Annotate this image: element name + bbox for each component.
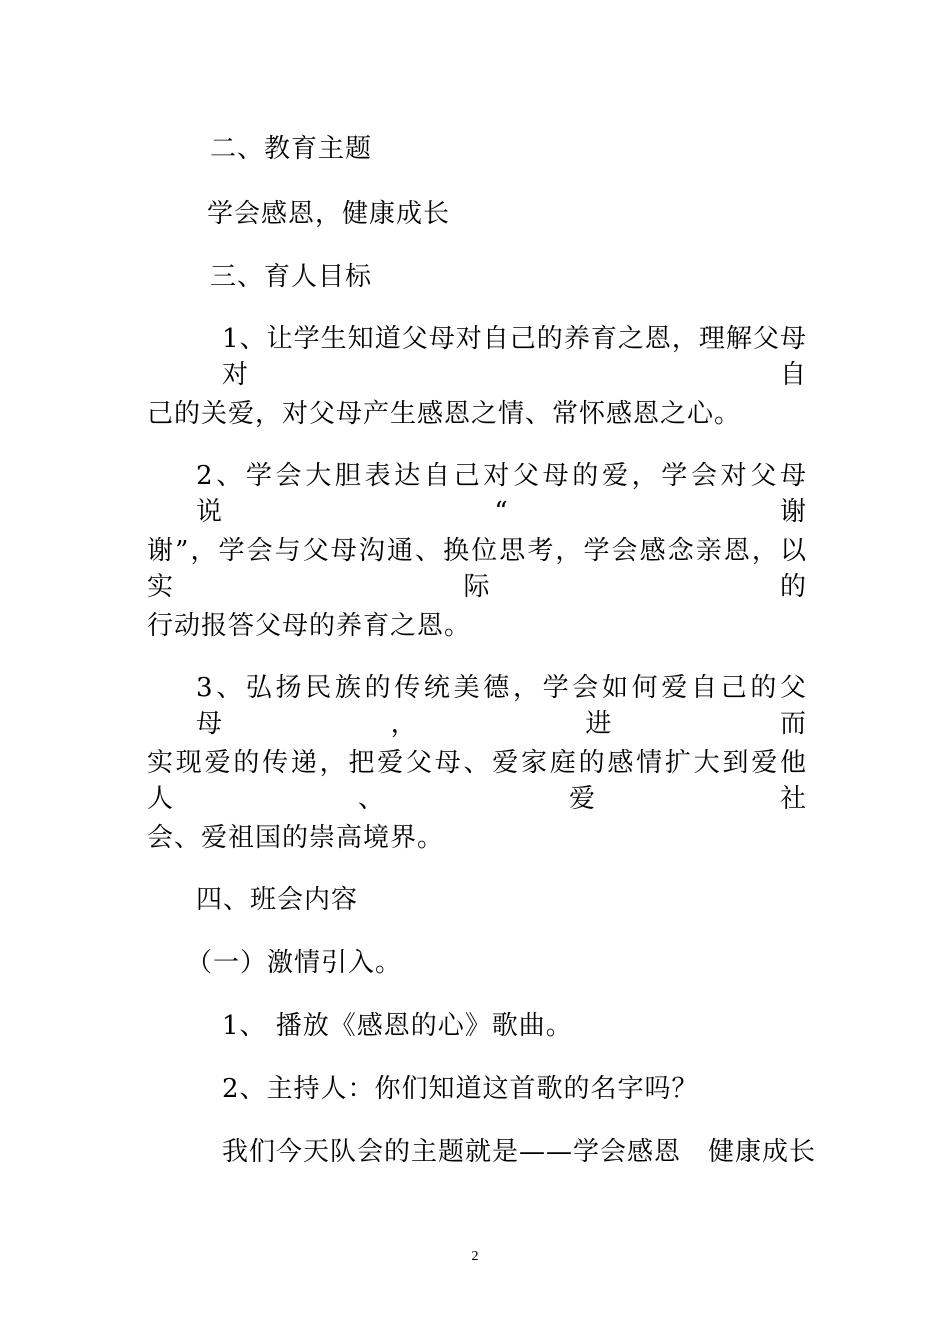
goal-1-line-2: 己的关爱，对父母产生感恩之情、常怀感恩之心。: [147, 399, 742, 429]
goal-3-line-2: 实现爱的传递，把爱父母、爱家庭的感情扩大到爱他人、爱社: [147, 748, 807, 814]
section-passionate-intro: （一）激情引入。: [186, 948, 403, 978]
goal-3-line-1: 3、弘扬民族的传统美德，学会如何爱自己的父母，进而: [196, 673, 807, 739]
education-theme-text: 学会感恩，健康成长: [207, 199, 451, 229]
heading-education-goals: 三、育人目标: [210, 262, 373, 292]
heading-education-theme: 二、教育主题: [210, 134, 373, 164]
heading-class-content: 四、班会内容: [196, 885, 359, 915]
goal-2-line-2: 谢”，学会与父母沟通、换位思考，学会感念亲恩，以实际的: [147, 536, 807, 602]
goal-1-line-1: 1、让学生知道父母对自己的养育之恩，理解父母对自: [222, 324, 807, 390]
meeting-theme-statement: 我们今天队会的主题就是——学会感恩 健康成长: [222, 1137, 817, 1167]
item-host-question: 2、主持人：你们知道这首歌的名字吗？: [222, 1074, 699, 1104]
page-number: 2: [471, 1249, 479, 1264]
item-play-song: 1、 播放《感恩的心》歌曲。: [222, 1011, 573, 1041]
goal-3-line-3: 会、爱祖国的崇高境界。: [147, 823, 445, 853]
goal-2-line-1: 2、学会大胆表达自己对父母的爱，学会对父母说“谢: [196, 461, 807, 527]
goal-2-line-3: 行动报答父母的养育之恩。: [147, 611, 472, 641]
